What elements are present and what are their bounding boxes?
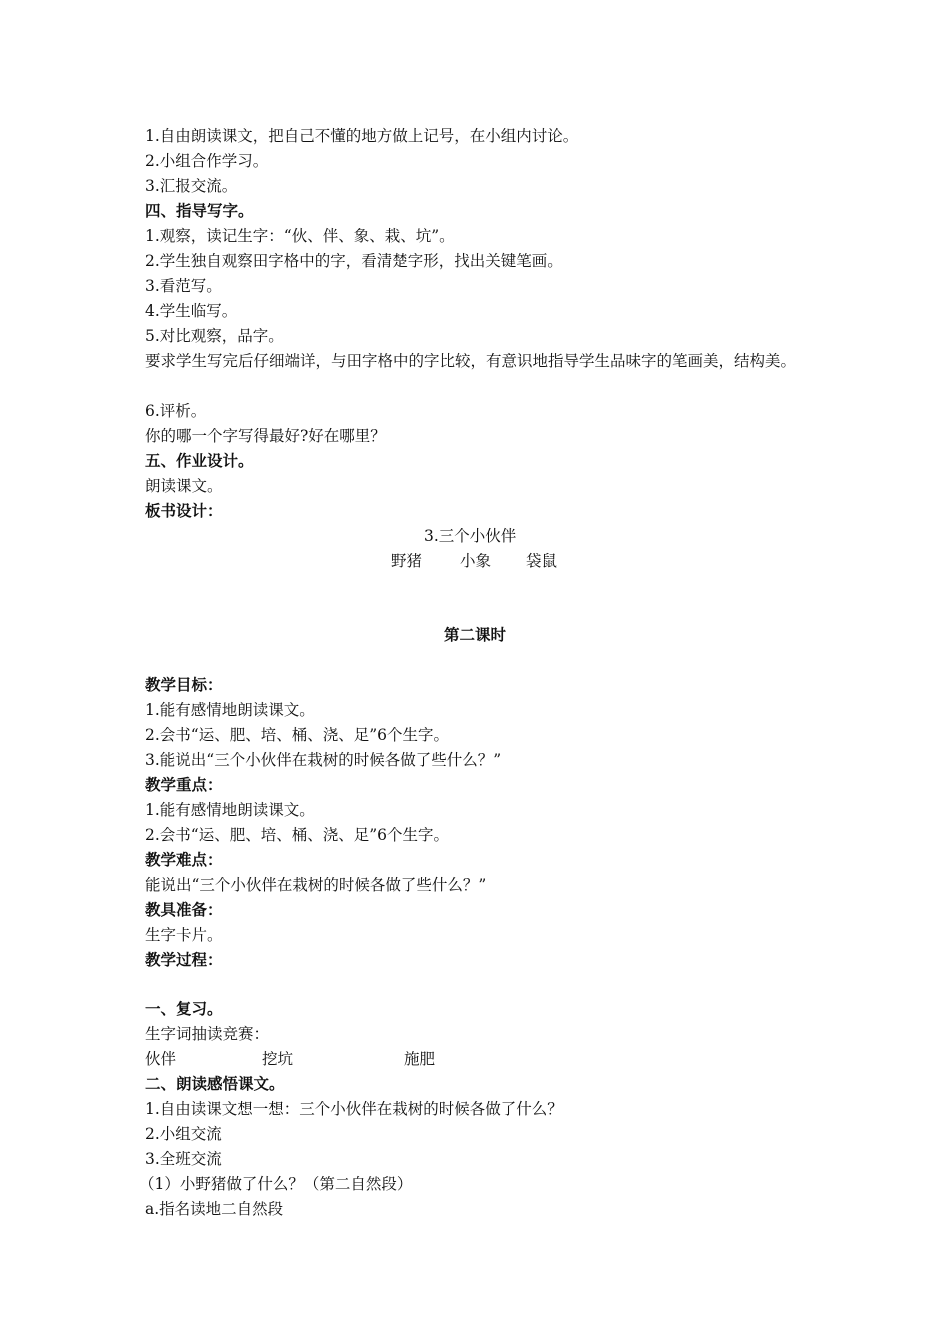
board-item-elephant: 小象 [460, 552, 492, 570]
difficulty-text: 能说出“三个小伙伴在栽树的时候各做了些什么？” [145, 876, 487, 894]
key-point-1: 1.能有感情地朗读课文。 [145, 801, 315, 819]
lesson-2-title: 第二课时 [443, 626, 506, 644]
section-5-heading: 五、作业设计。 [145, 452, 254, 470]
board-item-kangaroo: 袋鼠 [526, 552, 558, 570]
preparation-text: 生字卡片。 [145, 926, 223, 944]
preparation-heading: 教具准备： [145, 901, 223, 919]
goals-heading: 教学目标： [145, 676, 223, 694]
section-4-heading: 四、指导写字。 [145, 202, 254, 220]
process-heading: 教学过程： [145, 951, 223, 969]
review-word-2: 挖坑 [262, 1050, 294, 1068]
writing-step-3: 3.看范写。 [145, 277, 222, 295]
writing-step-4: 4.学生临写。 [145, 302, 238, 320]
goal-2: 2.会书“运、肥、培、桶、浇、足”6个生字。 [145, 726, 449, 744]
board-title: 3.三个小伙伴 [424, 527, 517, 545]
reading-step-1: 1.自由读课文想一想：三个小伙伴在栽树的时候各做了什么？ [145, 1100, 563, 1118]
step-2: 2.小组合作学习。 [145, 152, 269, 170]
review-heading: 一、复习。 [145, 1000, 223, 1018]
reading-heading: 二、朗读感悟课文。 [145, 1075, 285, 1093]
review-word-1: 伙伴 [145, 1050, 177, 1068]
key-points-heading: 教学重点： [145, 776, 223, 794]
difficulty-heading: 教学难点： [145, 851, 223, 869]
sub-step-a: a.指名读地二自然段 [145, 1200, 284, 1218]
writing-step-1: 1.观察，读记生字：“伙、伴、象、栽、坑”。 [145, 227, 455, 245]
step-1: 1.自由朗读课文，把自己不懂的地方做上记号，在小组内讨论。 [145, 127, 579, 145]
reading-step-3: 3.全班交流 [145, 1150, 222, 1168]
board-design-heading: 板书设计： [145, 502, 223, 520]
writing-step-5: 5.对比观察，品字。 [145, 327, 284, 345]
writing-step-6: 6.评析。 [145, 402, 207, 420]
reading-step-2: 2.小组交流 [145, 1125, 222, 1143]
board-item-wild-boar: 野猪 [391, 552, 423, 570]
writing-step-2: 2.学生独自观察田字格中的字，看清楚字形，找出关键笔画。 [145, 252, 563, 270]
review-text: 生字词抽读竞赛： [145, 1025, 270, 1043]
step-3: 3.汇报交流。 [145, 177, 238, 195]
homework-text: 朗读课文。 [145, 477, 223, 495]
writing-requirement: 要求学生写完后仔细端详，与田字格中的字比较，有意识地指导学生品味字的笔画美，结构美。 [145, 352, 797, 370]
sub-question: （1）小野猪做了什么？（第二自然段） [139, 1175, 413, 1193]
goal-1: 1.能有感情地朗读课文。 [145, 701, 315, 719]
review-word-3: 施肥 [404, 1050, 436, 1068]
key-point-2: 2.会书“运、肥、培、桶、浇、足”6个生字。 [145, 826, 449, 844]
evaluation-question: 你的哪一个字写得最好?好在哪里？ [145, 427, 386, 445]
goal-3: 3.能说出“三个小伙伴在栽树的时候各做了些什么？” [145, 751, 502, 769]
